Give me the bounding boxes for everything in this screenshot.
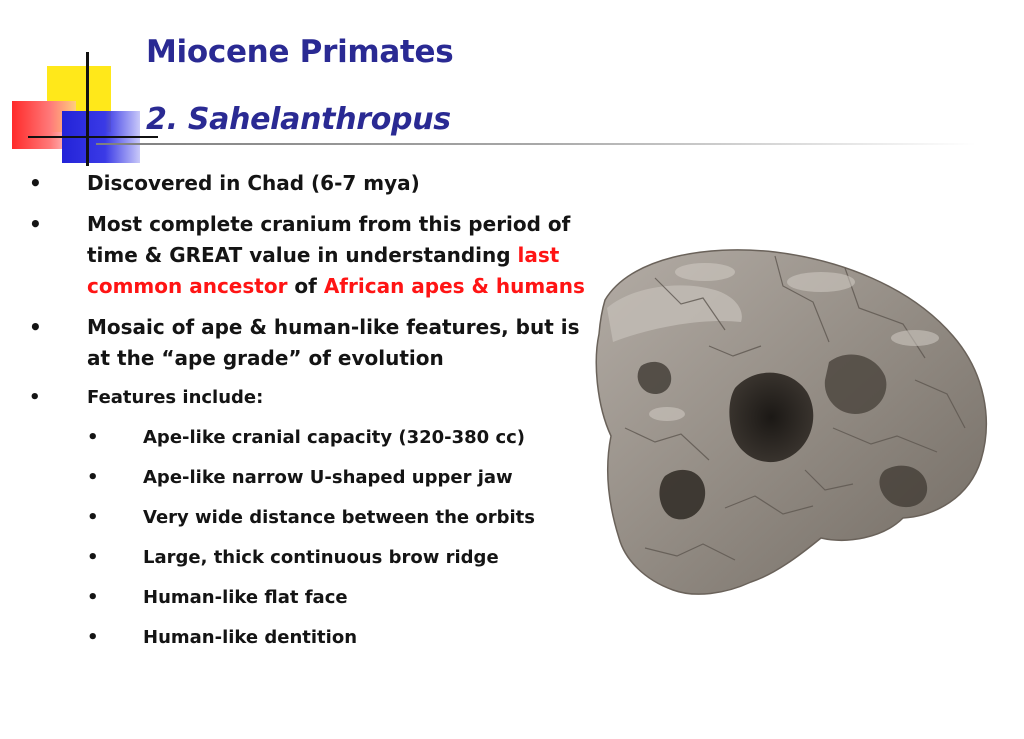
sub-bullet-item: [0, 584, 590, 612]
bullet-dot: •: [87, 587, 99, 608]
bullet-item: [0, 312, 590, 374]
bullet-list: [0, 168, 590, 664]
slide-title: Miocene Primates: [146, 34, 454, 70]
sub-bullet-item: [0, 464, 590, 492]
sub-bullet-text: Large, thick continuous brow ridge: [143, 547, 499, 568]
bullet-dot: •: [29, 171, 42, 195]
bullet-dot: •: [87, 467, 99, 488]
bullet-dot: •: [87, 427, 99, 448]
bullet-dot: •: [87, 547, 99, 568]
bullet-dot: •: [87, 507, 99, 528]
sub-bullet-text: Very wide distance between the orbits: [143, 507, 536, 528]
bullet-dot: •: [29, 387, 41, 408]
logo-horizontal-line: [28, 136, 158, 138]
sub-bullet-text: Human-like dentition: [143, 627, 358, 648]
slide-subtitle: 2. Sahelanthropus: [146, 102, 451, 137]
sub-bullet-item: [0, 424, 590, 452]
bullet-item: [0, 384, 590, 412]
bullet-text: of: [287, 274, 324, 298]
bullet-item: [0, 168, 590, 199]
sub-bullet-text: Ape-like narrow U-shaped upper jaw: [143, 467, 513, 488]
sub-bullet-text: Human-like flat face: [143, 587, 348, 608]
sub-bullet-item: [0, 544, 590, 572]
bullet-item: [0, 209, 590, 302]
highlight-text: last common ancestor: [87, 243, 560, 298]
logo-vertical-line: [86, 52, 89, 166]
bullet-text: Most complete cranium from this period of time & GREAT value in understanding: [87, 212, 571, 267]
sub-bullet-text: Ape-like cranial capacity (320-380 cc): [143, 427, 526, 448]
bullet-text: Discovered in Chad (6-7 mya): [87, 171, 420, 195]
skull-photo: [585, 238, 995, 610]
bullet-dot: •: [29, 315, 42, 339]
bullet-dot: •: [87, 627, 99, 648]
bullet-text: Mosaic of ape & human-like features, but is at the “ape grade” of evolution: [87, 315, 580, 370]
sub-bullet-item: [0, 624, 590, 652]
title-divider: [96, 143, 976, 145]
sub-bullet-item: [0, 504, 590, 532]
bullet-dot: •: [29, 212, 42, 236]
highlight-text: African apes & humans: [323, 274, 585, 298]
bullet-text: Features include:: [87, 387, 264, 408]
